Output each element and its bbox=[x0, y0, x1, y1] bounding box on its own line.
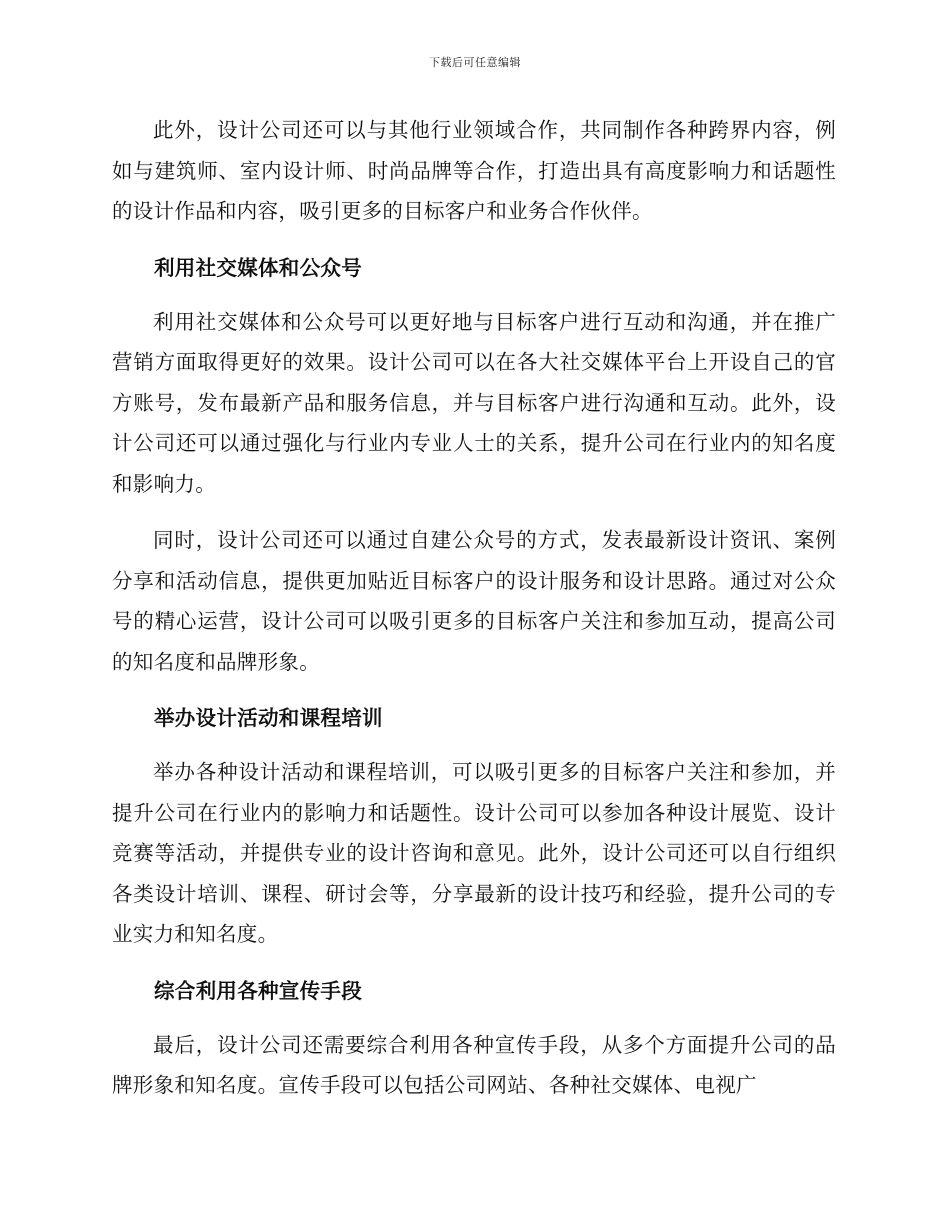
section-heading-integrated-promotion: 综合利用各种宣传手段 bbox=[154, 978, 362, 1003]
page-header: 下载后可任意编辑 bbox=[429, 56, 521, 69]
paragraph-social-media: 利用社交媒体和公众号可以更好地与目标客户进行互动和沟通，并在推广营销方面取得更好的效果。设计公司可以在各大社交媒体平台上开设自己的官方账号，发布最新产品和服务信息，并与目标客户进行沟通和互动。此外，设计公司还可以通过强化与行业内专业人士的关系，提升公司在行业内的知名度和影响力。 bbox=[112, 309, 836, 496]
paragraph-events-training: 举办各种设计活动和课程培训，可以吸引更多的目标客户关注和参加，并提升公司在行业内的影响力和话题性。设计公司可以参加各种设计展览、设计竞赛等活动，并提供专业的设计咨询和意见。此外，设计公司还可以自行组织各类设计培训、课程、研讨会等，分享最新的设计技巧和经验，提升公司的专业实力和知名度。 bbox=[112, 760, 836, 946]
section-heading-events-training: 举办设计活动和课程培训 bbox=[154, 706, 383, 730]
paragraph-integrated-promotion: 最后，设计公司还需要综合利用各种宣传手段，从多个方面提升公司的品牌形象和知名度。宣传手段可以包括公司网站、各种社交媒体、电视广 bbox=[112, 1032, 836, 1097]
paragraph-cross-industry: 此外，设计公司还可以与其他行业领域合作，共同制作各种跨界内容，例如与建筑师、室内设计师、时尚品牌等合作，打造出具有高度影响力和话题性的设计作品和内容，吸引更多的目标客户和业务合作伙伴。 bbox=[112, 118, 836, 223]
document-body bbox=[112, 110, 836, 1122]
paragraph-official-account: 同时，设计公司还可以通过自建公众号的方式，发表最新设计资讯、案例分享和活动信息，提供更加贴近目标客户的设计服务和设计思路。通过对公众号的精心运营，设计公司可以吸引更多的目标客户关注和参加互动，提高公司的知名度和品牌形象。 bbox=[112, 528, 836, 674]
section-heading-social-media: 利用社交媒体和公众号 bbox=[154, 255, 362, 280]
